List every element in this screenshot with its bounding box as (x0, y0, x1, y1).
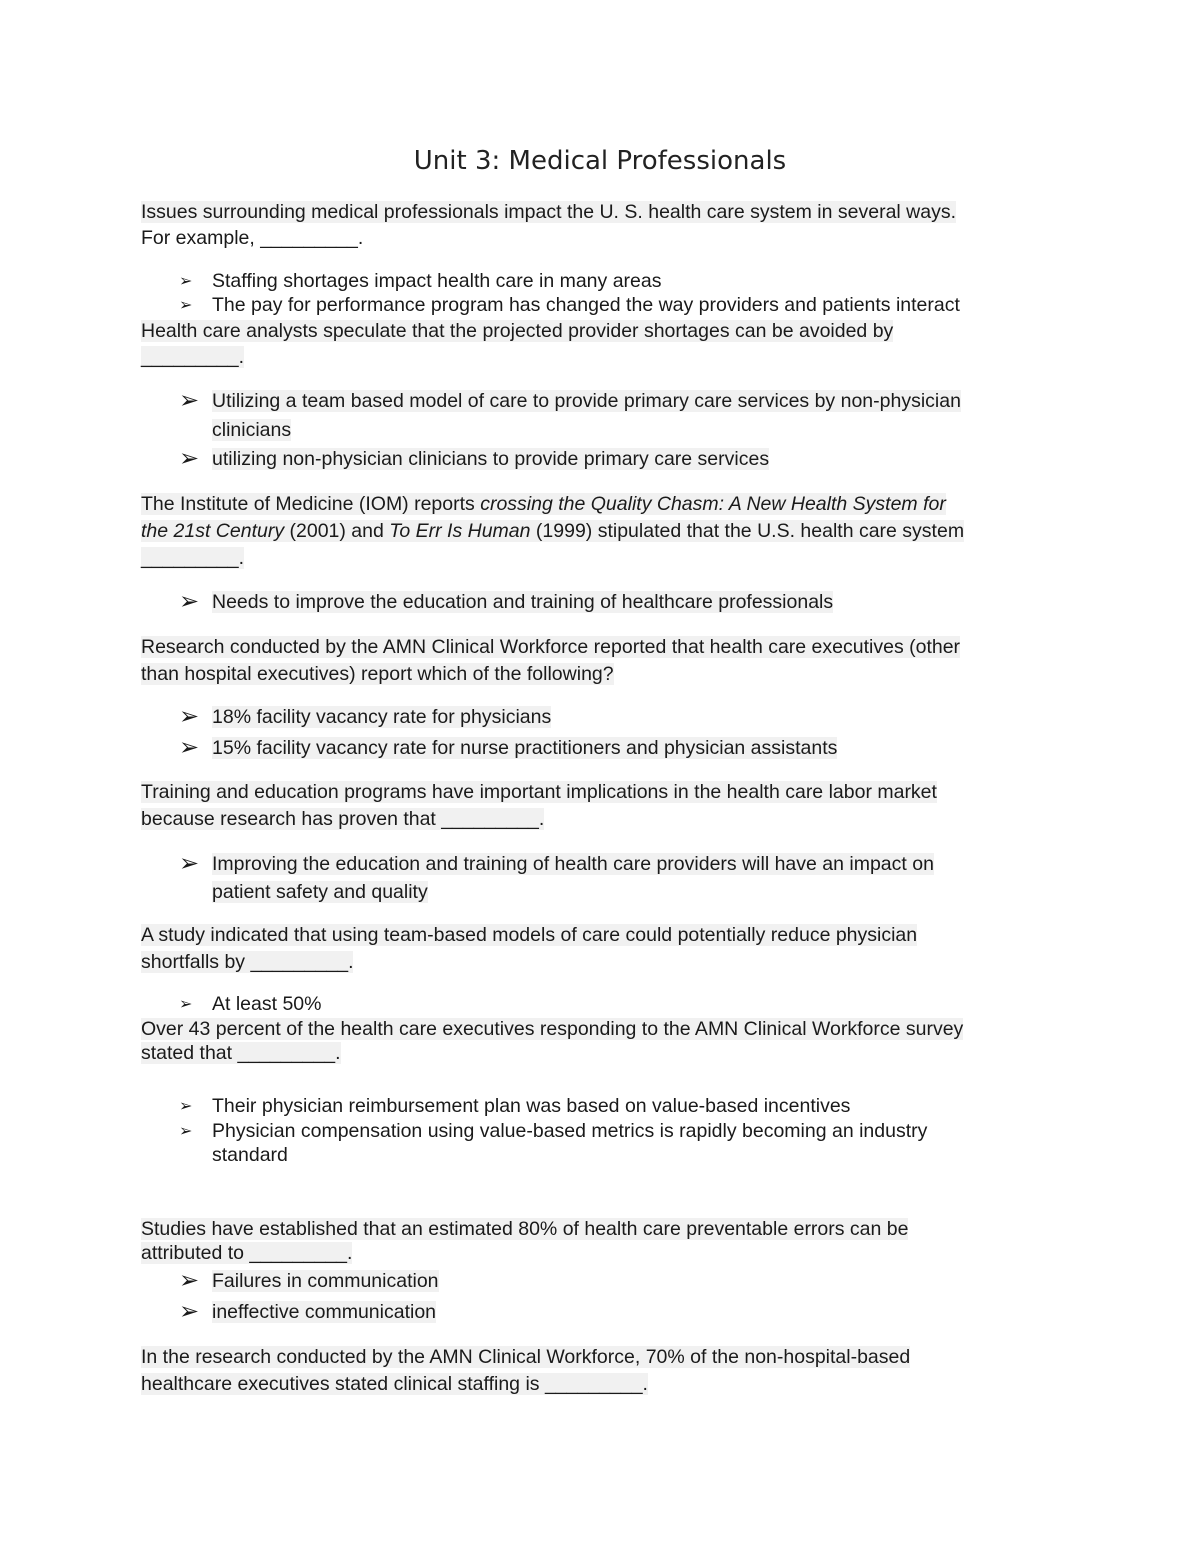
answer-text: Their physician reimbursement plan was based on value-based incentives (212, 1095, 851, 1117)
arrow-bullet-icon: ➢ (179, 271, 193, 290)
question-2 (141, 318, 1061, 370)
question-7-line-1: Over 43 percent of the health care executives responding to the AMN Clinical Workforce survey (141, 1018, 964, 1040)
answer-text-cont: standard (212, 1144, 288, 1166)
question-7-line-2: stated that _________. (141, 1042, 341, 1064)
arrow-bullet-icon: ➢ (179, 1297, 200, 1325)
answer-text-cont: clinicians (212, 419, 292, 441)
report-title-italic: crossing the Quality Chasm: A New Health System for (480, 493, 946, 515)
answer-text: The pay for performance program has changed the way providers and patients interact (212, 294, 960, 316)
question-4-line-2: than hospital executives) report which of the following? (141, 663, 614, 685)
question-5-line-1: Training and education programs have important implications in the health care labor market (141, 781, 937, 803)
arrow-bullet-icon: ➢ (179, 994, 193, 1013)
question-1-line-2: For example, _________. (141, 227, 364, 249)
question-8-line-2: attributed to _________. (141, 1242, 353, 1264)
question-6-line-1: A study indicated that using team-based models of care could potentially reduce physician (141, 924, 918, 946)
question-6-line-2: shortfalls by _________. (141, 951, 354, 973)
page-title: Unit 3: Medical Professionals (413, 146, 787, 176)
arrow-bullet-icon: ➢ (179, 444, 200, 472)
arrow-bullet-icon: ➢ (179, 386, 200, 414)
arrow-bullet-icon: ➢ (179, 587, 200, 615)
arrow-bullet-icon: ➢ (179, 1121, 193, 1140)
question-9-line-2: healthcare executives stated clinical staffing is _________. (141, 1373, 648, 1395)
question-4-line-1: Research conducted by the AMN Clinical Workforce reported that health care executives (other (141, 636, 961, 658)
answer-text: ineffective communication (212, 1301, 437, 1323)
answer-text: Utilizing a team based model of care to provide primary care services by non-physician (212, 390, 961, 412)
report-title-italic-2: To Err Is Human (389, 520, 531, 542)
question-9-line-1: In the research conducted by the AMN Clinical Workforce, 70% of the non-hospital-based (141, 1346, 911, 1368)
question-2-line-1: Health care analysts speculate that the projected provider shortages can be avoided by (141, 320, 894, 342)
question-8-line-1: Studies have established that an estimated 80% of health care preventable errors can be (141, 1218, 909, 1240)
question-6 (141, 922, 1061, 975)
question-1 (141, 199, 1061, 251)
question-3-text-b: (2001) and (284, 520, 390, 542)
answer-text: At least 50% (212, 993, 322, 1015)
question-3 (141, 491, 1061, 571)
answer-text: utilizing non-physician clinicians to provide primary care services (212, 448, 770, 470)
answer-text: Physician compensation using value-based metrics is rapidly becoming an industry (212, 1120, 928, 1142)
answer-text: Improving the education and training of health care providers will have an impact on (212, 853, 934, 875)
question-3-blank: _________. (141, 547, 245, 569)
answer-text: 15% facility vacancy rate for nurse practitioners and physician assistants (212, 737, 838, 759)
question-3-text: The Institute of Medicine (IOM) reports (141, 493, 481, 515)
answer-text: Failures in communication (212, 1270, 439, 1292)
question-7 (141, 1016, 1061, 1066)
question-3-text-d: (1999) stipulated that the U.S. health care system (530, 520, 965, 542)
question-5-line-2: because research has proven that _________. (141, 808, 545, 830)
answer-text: Staffing shortages impact health care in many areas (212, 270, 662, 292)
arrow-bullet-icon: ➢ (179, 1266, 200, 1294)
answer-text: 18% facility vacancy rate for physicians (212, 706, 552, 728)
question-1-line-1: Issues surrounding medical professionals impact the U. S. health care system in several ways. (141, 201, 957, 223)
answer-text: Needs to improve the education and training of healthcare professionals (212, 591, 834, 613)
arrow-bullet-icon: ➢ (179, 295, 193, 314)
arrow-bullet-icon: ➢ (179, 849, 200, 877)
question-4 (141, 634, 1061, 687)
question-5 (141, 779, 1061, 832)
arrow-bullet-icon: ➢ (179, 1096, 193, 1115)
question-9 (141, 1344, 1061, 1397)
arrow-bullet-icon: ➢ (179, 702, 200, 730)
question-8 (141, 1216, 1061, 1266)
answer-text-cont: patient safety and quality (212, 881, 428, 903)
arrow-bullet-icon: ➢ (179, 733, 200, 761)
question-2-line-2: _________. (141, 346, 245, 368)
report-title-italic-cont: the 21st Century (141, 520, 285, 542)
